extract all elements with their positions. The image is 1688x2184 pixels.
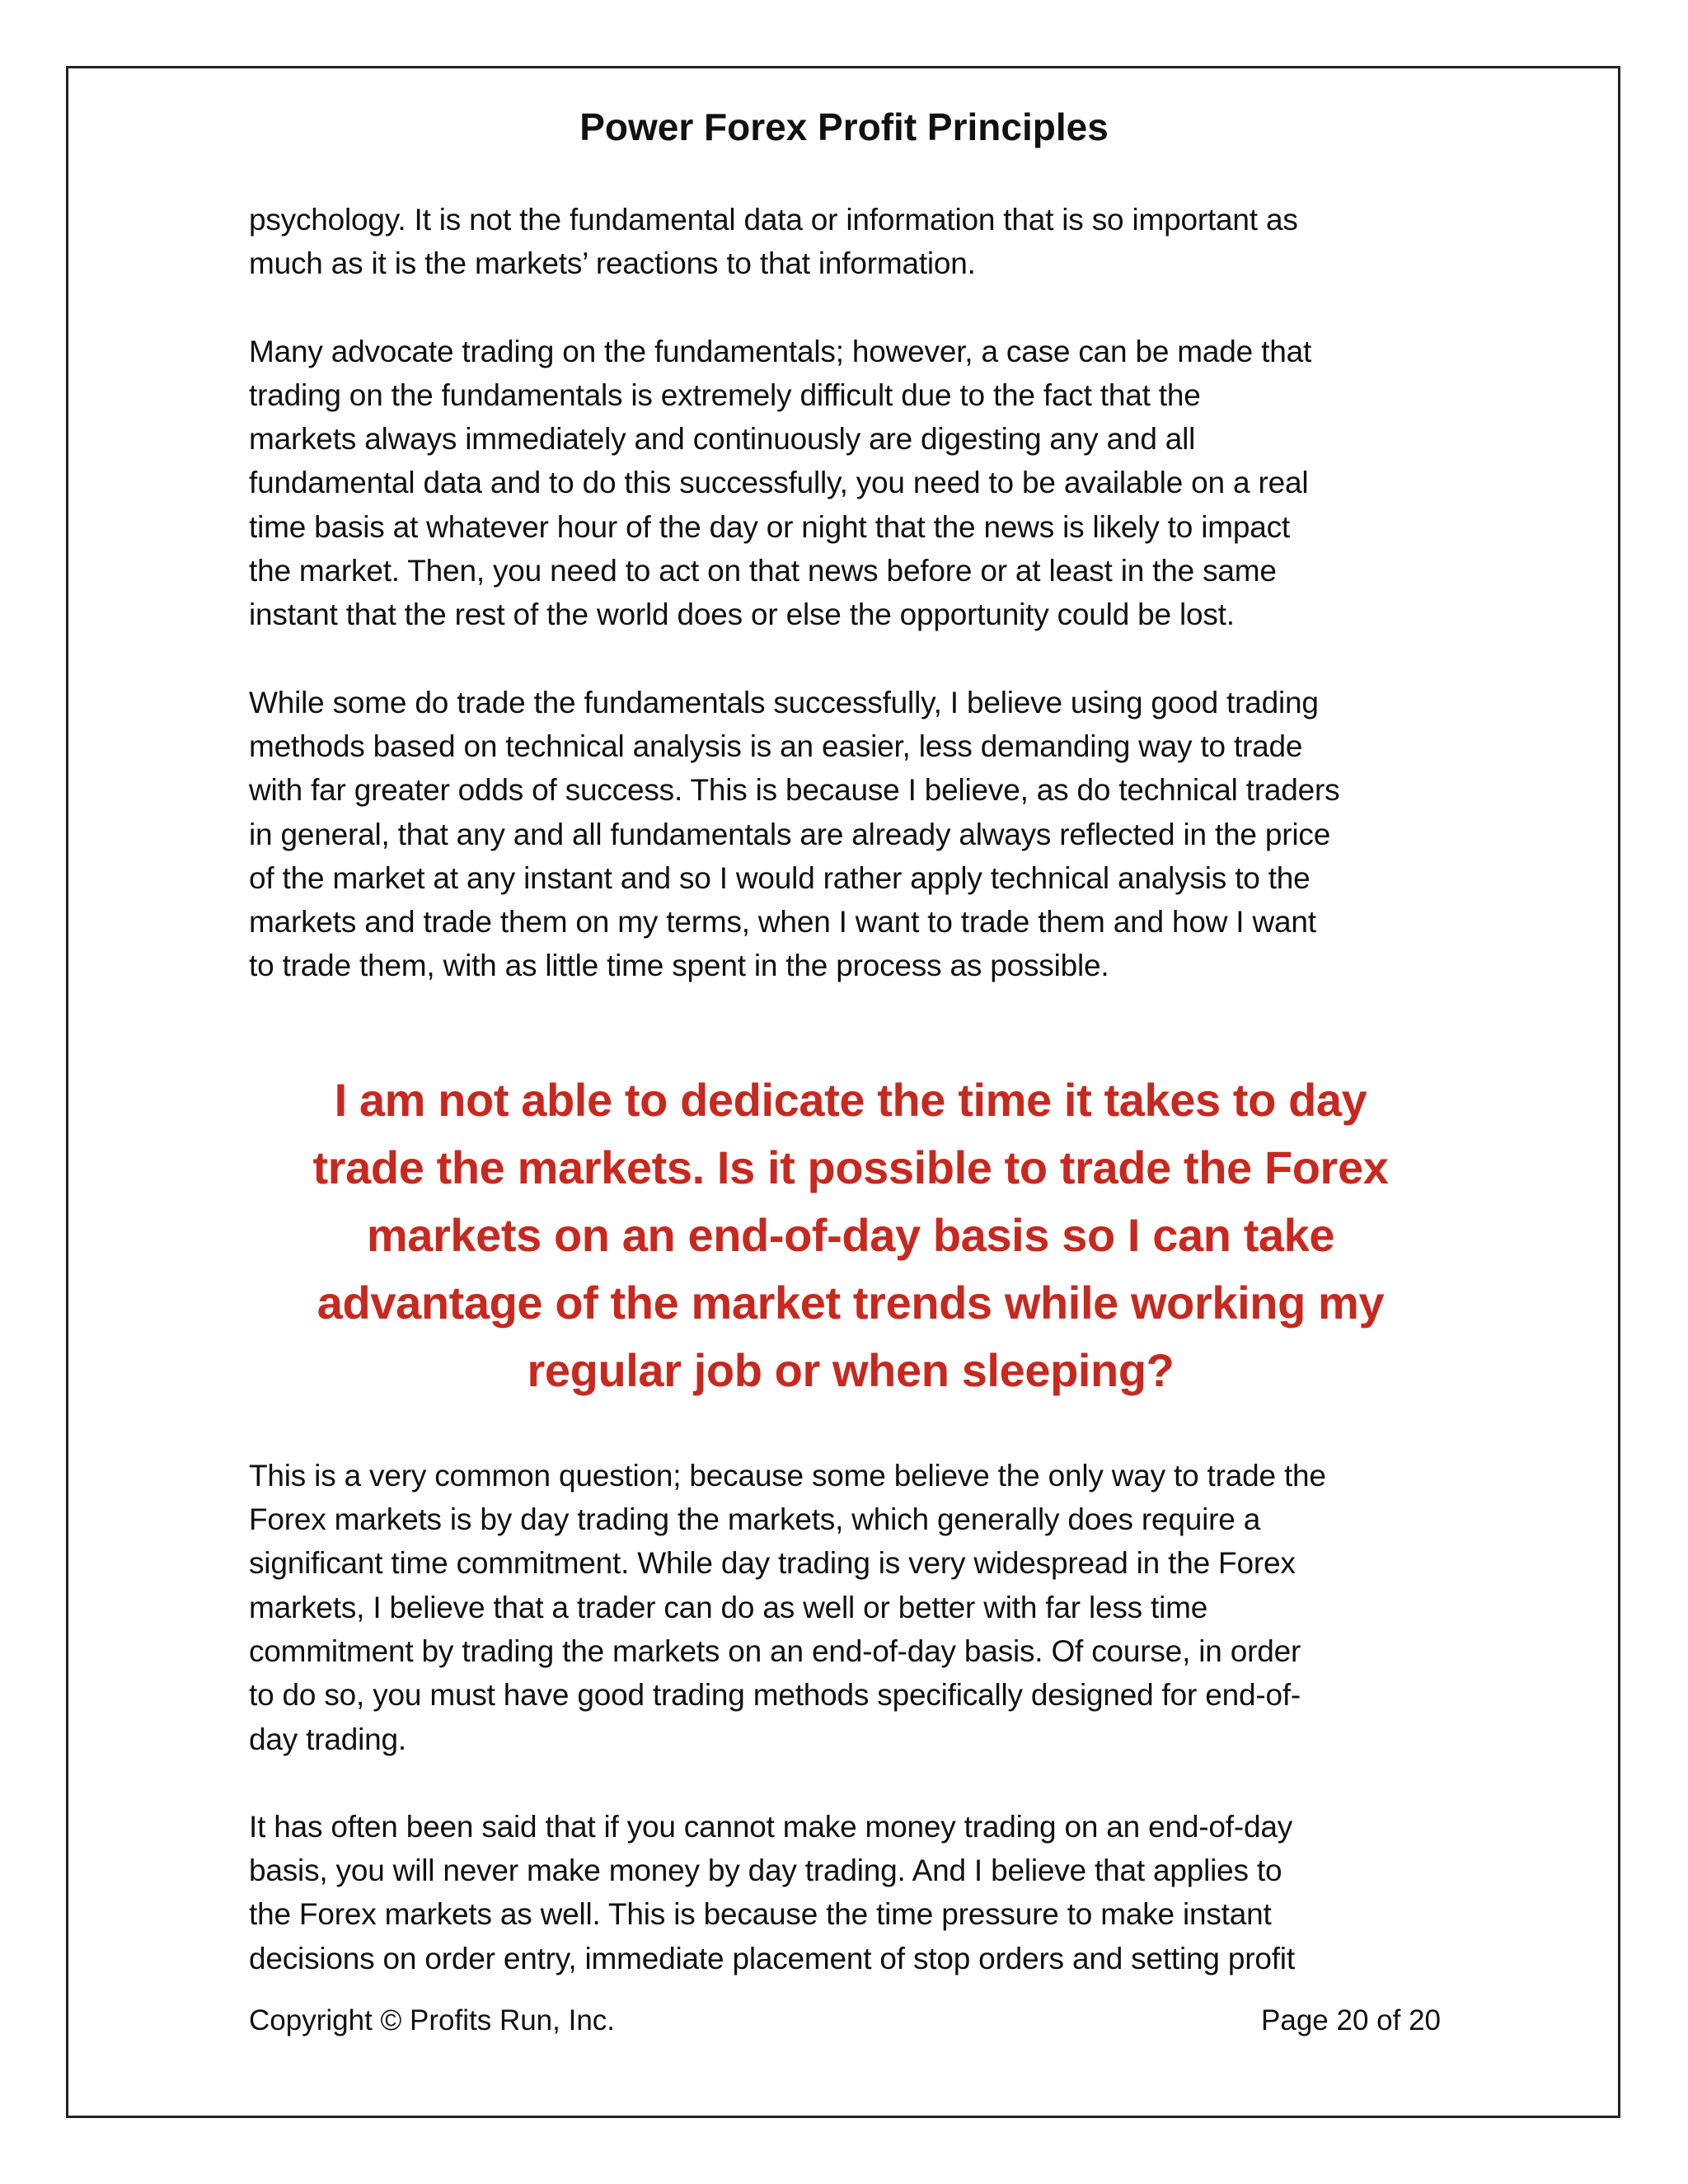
body-paragraph: psychology. It is not the fundamental data or information that is so important as much as it is the markets’ reactions to that information. [249,203,1298,281]
page-number: Page 20 of 20 [1261,2004,1441,2036]
body-paragraph: This is a very common question; because some believe the only way to trade the Forex markets is by day trading the markets, which generally does require a significant time commitment. While day trading is very widespread in the Forex markets, I believe that a trader can do as well or better with far less time commitment by trading the markets on an end-of-day basis. Of course, in order to do so, you must have good trading methods specifically designed for end-of- day trading. [249,1458,1326,1756]
question-heading: I am not able to dedicate the time it takes to day trade the markets. Is it possible to trade the Forex markets on an end-of-day basis so I can take advantage of the market trends while working my regular job or when sleeping? [312,1073,1389,1396]
body-paragraph: Many advocate trading on the fundamentals; however, a case can be made that trading on the fundamentals is extremely difficult due to the fact that the markets always immediately and continuously are digesting any and all fundamental data and to do this successfully, you need to be available on a real time basis at whatever hour of the day or night that the news is likely to impact the market. Then, you need to act on that news before or at least in the same instant that the rest of the world does or else the opportunity could be lost. [249,334,1312,632]
body-paragraph: It has often been said that if you cannot make money trading on an end-of-day basis, you will never make money by day trading. And I believe that applies to the Forex markets as well. This is because the time pressure to make instant decisions on order entry, immediate placement of stop orders and setting profit [249,1809,1295,1975]
page-content [249,198,1452,2024]
page-title: Power Forex Profit Principles [579,105,1109,148]
body-paragraph: While some do trade the fundamentals successfully, I believe using good trading methods based on technical analysis is an easier, less demanding way to trade with far greater odds of success. This is because I believe, as do technical traders in general, that any and all fundamentals are already always reflected in the price of the market at any instant and so I would rather apply technical analysis to the markets and trade them on my terms, when I want to trade them and how I want to trade them, with as little time spent in the process as possible. [249,685,1340,983]
copyright-notice: Copyright © Profits Run, Inc. [249,2004,616,2036]
